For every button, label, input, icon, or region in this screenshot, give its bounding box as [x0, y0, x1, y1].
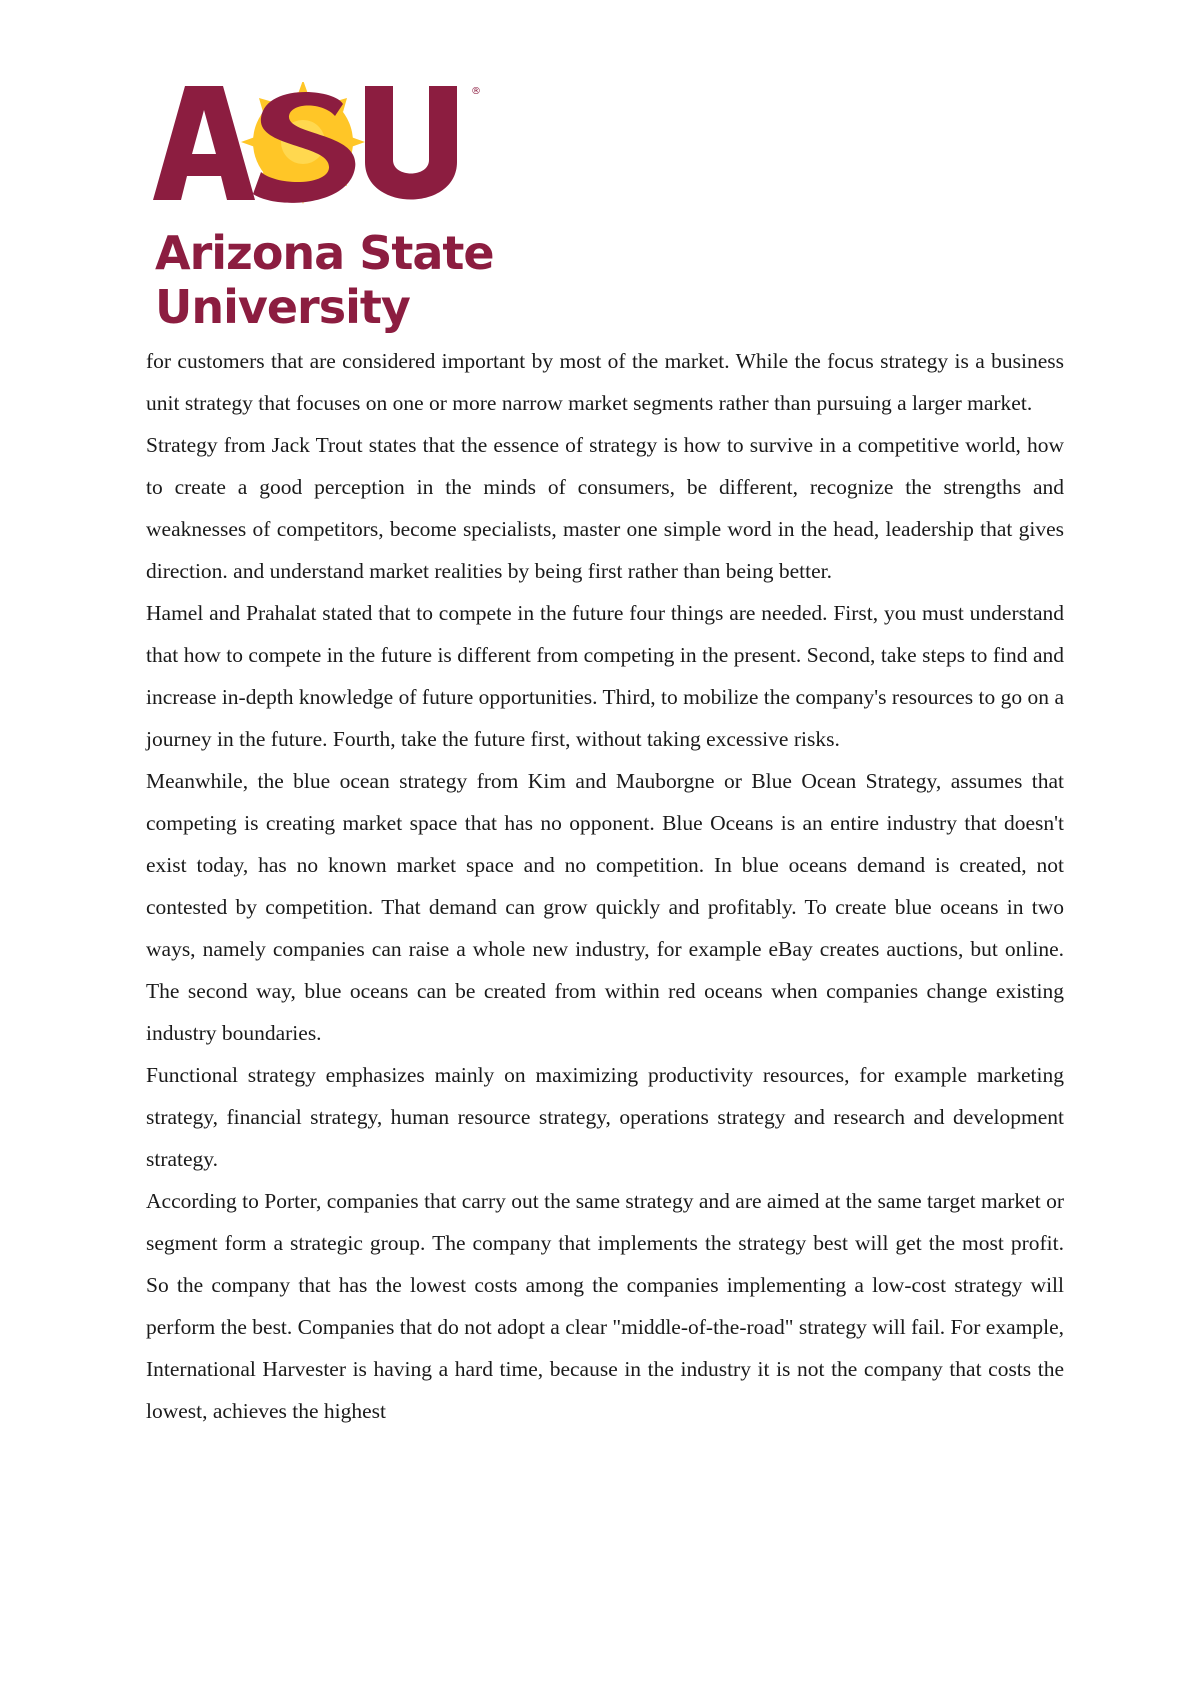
- paragraph: Meanwhile, the blue ocean strategy from Kim and Mauborgne or Blue Ocean Strategy, assumes that competing is creating market space that has no opponent. Blue Oceans is an entire industry that doesn't exist today, has no known market space and no competition. In blue oceans demand is created, not contested by competition. That demand can grow quickly and profitably. To create blue oceans in two ways, namely companies can raise a whole new industry, for example eBay creates auctions, but online. The second way, blue oceans can be created from within red oceans when companies change existing industry boundaries.: [146, 769, 1064, 1045]
- paragraph: Hamel and Prahalat stated that to compete in the future four things are needed. First, you must understand that how to compete in the future is different from competing in the present. Second, take steps to find and increase in-depth knowledge of future opportunities. Third, to mobilize the company's resources to go on a journey in the future. Fourth, take the future first, without taking excessive risks.: [146, 601, 1064, 751]
- asu-logo-mark: [153, 82, 483, 204]
- paragraph: Functional strategy emphasizes mainly on maximizing productivity resources, for example marketing strategy, financial strategy, human resource strategy, operations strategy and research and development strategy.: [146, 1063, 1064, 1171]
- paragraph: According to Porter, companies that carry out the same strategy and are aimed at the same target market or segment form a strategic group. The company that implements the strategy best will get the most profit. So the company that has the lowest costs among the companies implementing a low-cost strategy will perform the best. Companies that do not adopt a clear "middle-of-the-road" strategy will fail. For example, International Harvester is having a hard time, because in the industry it is not the company that costs the lowest, achieves the highest: [146, 1189, 1064, 1423]
- body-text: [146, 340, 1064, 1432]
- logo-line-university: University: [155, 280, 410, 334]
- logo-line-arizona-state: Arizona State: [155, 226, 494, 280]
- registered-mark: ®: [471, 86, 481, 97]
- paragraph: for customers that are considered important by most of the market. While the focus strategy is a business unit strategy that focuses on one or more narrow market segments rather than pursuing a larger market.: [146, 349, 1064, 415]
- asu-logo: [153, 82, 553, 342]
- paragraph: Strategy from Jack Trout states that the essence of strategy is how to survive in a competitive world, how to create a good perception in the minds of consumers, be different, recognize the strengths and weaknesses of competitors, become specialists, master one simple word in the head, leadership that gives direction. and understand market realities by being first rather than being better.: [146, 433, 1064, 583]
